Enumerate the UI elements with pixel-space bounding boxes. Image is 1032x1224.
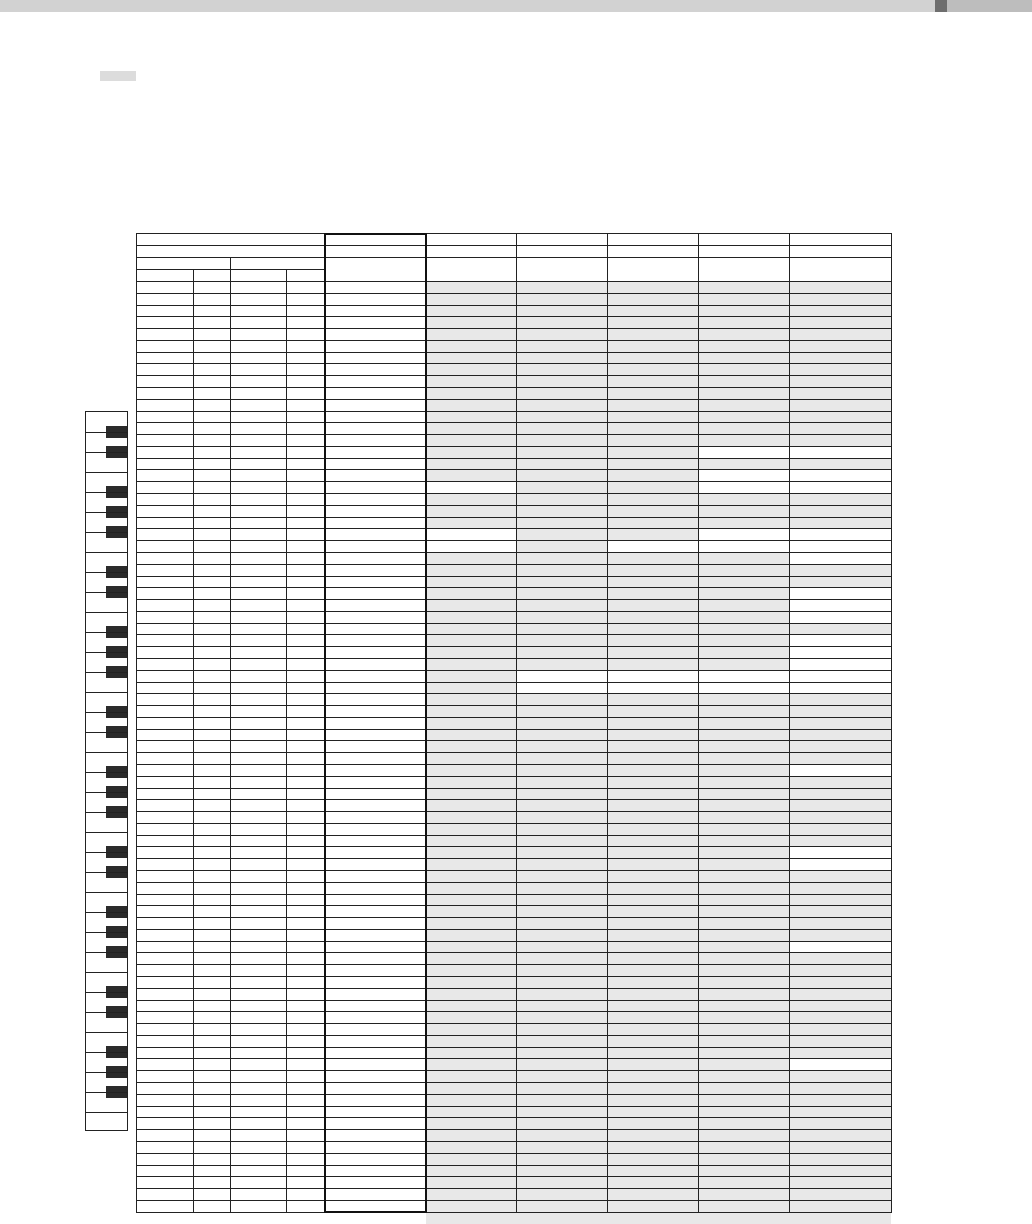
shaded-cell [789,1212,891,1224]
white-key-divider [86,832,127,833]
white-key-divider [86,1012,127,1013]
white-key-divider [86,852,127,853]
white-key-divider [86,1032,127,1033]
frame-edge [324,233,427,235]
frame-edge [425,233,427,1213]
shaded-cell [698,1212,789,1224]
frame-edge [324,233,326,1213]
white-key-divider [86,1092,127,1093]
white-key-divider [86,452,127,453]
white-key-divider [86,592,127,593]
white-key-divider [86,692,127,693]
white-key-divider [86,1112,127,1113]
white-key-divider [86,612,127,613]
frame-edge [324,1211,427,1213]
white-key-divider [86,652,127,653]
white-key-divider [86,932,127,933]
keyboard-diagram [85,411,128,1131]
top-bar [0,0,935,12]
white-key-divider [86,872,127,873]
white-key-divider [86,812,127,813]
top-bar-tab-dark [935,0,947,12]
white-key-divider [86,572,127,573]
white-key-divider [86,752,127,753]
white-key-divider [86,532,127,533]
white-key-divider [86,992,127,993]
shaded-cell [516,1212,607,1224]
white-key-divider [86,432,127,433]
white-key-divider [86,1072,127,1073]
data-table [136,233,891,1213]
white-key-divider [86,712,127,713]
white-key-divider [86,952,127,953]
white-key-divider [86,672,127,673]
column-line [891,233,892,1213]
white-key-divider [86,472,127,473]
white-key-divider [86,972,127,973]
white-key-divider [86,552,127,553]
highlighted-column-frame [136,233,891,1213]
page-marker [100,71,136,81]
shaded-cell [607,1212,698,1224]
white-key-divider [86,732,127,733]
white-key-divider [86,892,127,893]
white-key-divider [86,772,127,773]
top-bar-tab-light [947,0,1032,12]
white-key-divider [86,1052,127,1053]
white-key-divider [86,632,127,633]
white-key-divider [86,912,127,913]
white-key-divider [86,512,127,513]
white-key-divider [86,492,127,493]
white-key-divider [86,792,127,793]
shaded-cell [426,1212,516,1224]
